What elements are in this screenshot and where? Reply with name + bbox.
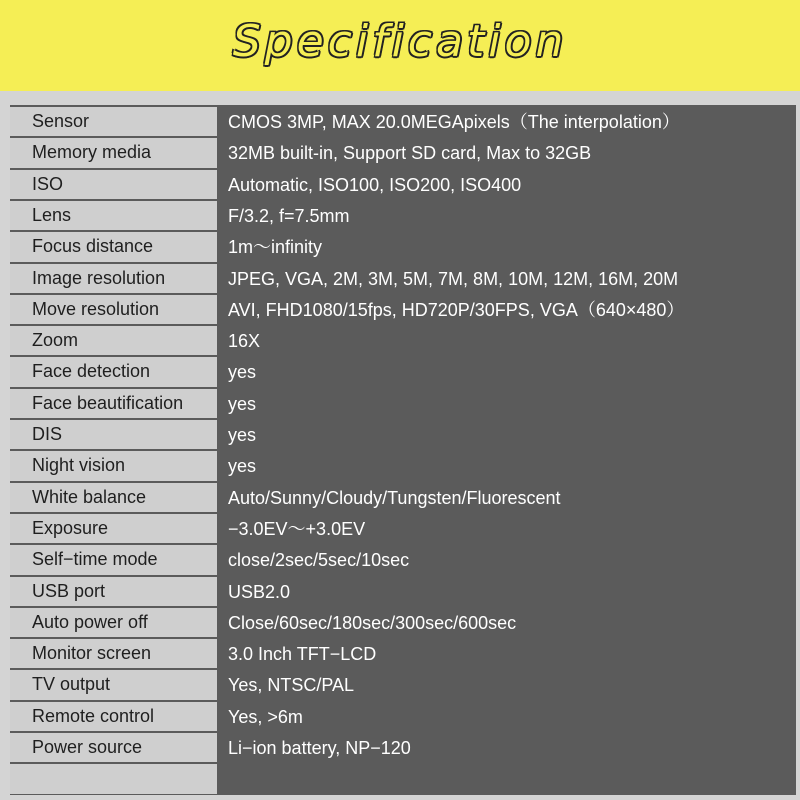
spec-value: 16X [220, 326, 796, 355]
spec-value: Close/60sec/180sec/300sec/600sec [220, 608, 796, 637]
table-row [10, 451, 796, 480]
spec-value: Yes, >6m [220, 702, 796, 731]
spec-label: Remote control [10, 702, 217, 731]
header-banner [0, 0, 800, 91]
spec-value: CMOS 3MP, MAX 20.0MEGApixels（The interpolation） [220, 107, 796, 136]
table-row [10, 232, 796, 261]
table-row [10, 107, 796, 136]
spec-value: 3.0 Inch TFT−LCD [220, 639, 796, 668]
table-row [10, 514, 796, 543]
spec-label: Face detection [10, 357, 217, 386]
table-row [10, 138, 796, 167]
spec-value: AVI, FHD1080/15fps, HD720P/30FPS, VGA（640×480） [220, 295, 796, 324]
table-row [10, 545, 796, 574]
table-row [10, 764, 796, 793]
page-title: Specification [232, 16, 568, 67]
table-row [10, 295, 796, 324]
spec-table [10, 105, 796, 795]
spec-value: yes [220, 357, 796, 386]
spec-label: Lens [10, 201, 217, 230]
table-row [10, 608, 796, 637]
spec-label: Zoom [10, 326, 217, 355]
table-row [10, 326, 796, 355]
spec-label: Self−time mode [10, 545, 217, 574]
spec-value: 1m～infinity [220, 232, 796, 261]
table-row [10, 357, 796, 386]
spec-value: 32MB built-in, Support SD card, Max to 32GB [220, 138, 796, 167]
table-row [10, 483, 796, 512]
spec-value: close/2sec/5sec/10sec [220, 545, 796, 574]
spec-label: Move resolution [10, 295, 217, 324]
spec-label: Face beautification [10, 389, 217, 418]
spec-label: Power source [10, 733, 217, 762]
spec-value [220, 764, 796, 793]
table-row [10, 264, 796, 293]
spec-value: F/3.2, f=7.5mm [220, 201, 796, 230]
spec-label [10, 764, 217, 793]
spec-value: Yes, NTSC/PAL [220, 670, 796, 699]
spec-label: TV output [10, 670, 217, 699]
spec-label: Monitor screen [10, 639, 217, 668]
spec-value: Auto/Sunny/Cloudy/Tungsten/Fluorescent [220, 483, 796, 512]
spec-value: JPEG, VGA, 2M, 3M, 5M, 7M, 8M, 10M, 12M, 16M, 20M [220, 264, 796, 293]
table-row [10, 702, 796, 731]
spec-label: Memory media [10, 138, 217, 167]
spec-value: Li−ion battery, NP−120 [220, 733, 796, 762]
spec-value: Automatic, ISO100, ISO200, ISO400 [220, 170, 796, 199]
spec-label: Night vision [10, 451, 217, 480]
spec-label: Sensor [10, 107, 217, 136]
spec-label: USB port [10, 577, 217, 606]
spec-label: DIS [10, 420, 217, 449]
table-row [10, 420, 796, 449]
spec-value: yes [220, 451, 796, 480]
spec-value: yes [220, 389, 796, 418]
table-row [10, 577, 796, 606]
spec-value: −3.0EV～+3.0EV [220, 514, 796, 543]
table-row [10, 670, 796, 699]
spec-value: USB2.0 [220, 577, 796, 606]
table-row [10, 733, 796, 762]
spec-label: Exposure [10, 514, 217, 543]
spec-label: Image resolution [10, 264, 217, 293]
spec-label: Auto power off [10, 608, 217, 637]
table-row [10, 639, 796, 668]
table-row [10, 201, 796, 230]
spec-label: ISO [10, 170, 217, 199]
spec-label: White balance [10, 483, 217, 512]
spec-label: Focus distance [10, 232, 217, 261]
table-row [10, 170, 796, 199]
table-row [10, 389, 796, 418]
spec-value: yes [220, 420, 796, 449]
